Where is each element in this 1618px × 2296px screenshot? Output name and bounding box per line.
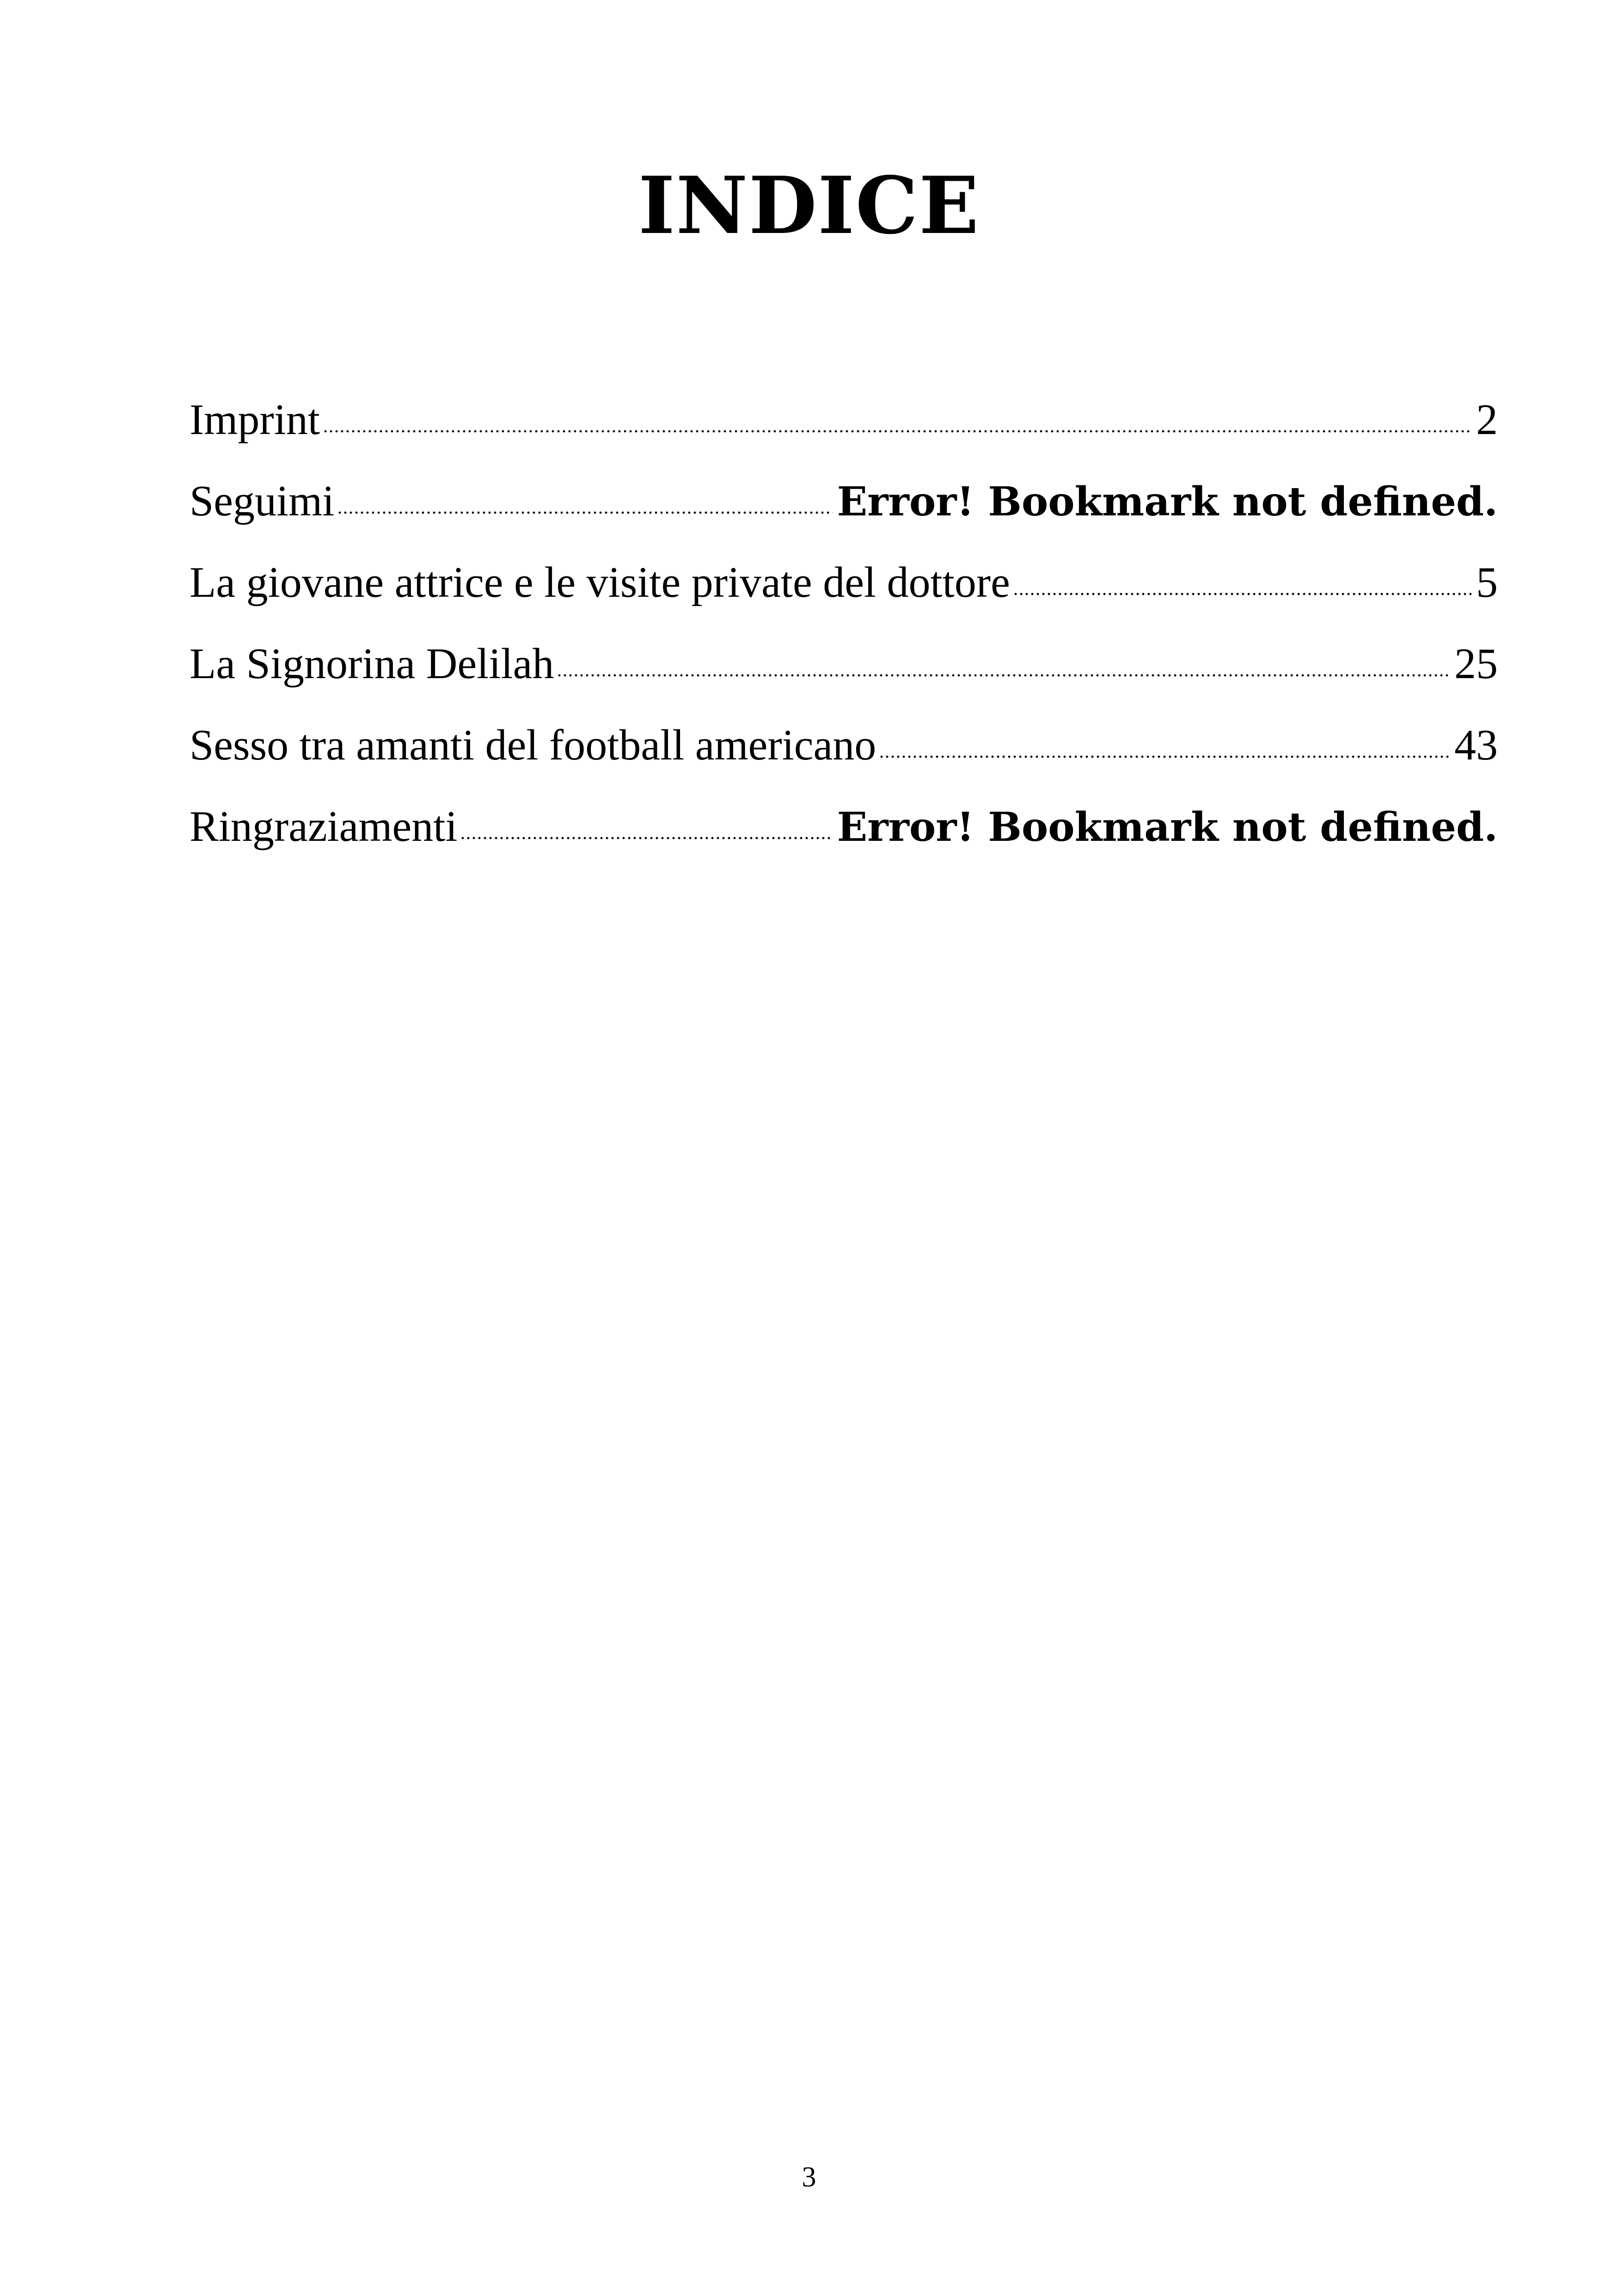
toc-entry-label: La giovane attrice e le visite private del dottore <box>190 558 1010 606</box>
dot-leader <box>557 664 1450 678</box>
toc-entry-label: Sesso tra amanti del football americano <box>190 721 876 769</box>
toc-entry-la-giovane-attrice[interactable] <box>190 542 1498 623</box>
dot-leader <box>1013 583 1471 597</box>
dot-leader <box>460 827 832 841</box>
toc-entry-label: Ringraziamenti <box>190 802 458 851</box>
toc-entry-label: Imprint <box>190 396 320 444</box>
page-number: 3 <box>802 2161 816 2193</box>
dot-leader <box>337 502 832 515</box>
dot-leader <box>323 420 1471 434</box>
toc-entry-error: Error! Bookmark not defined. <box>837 804 1498 851</box>
table-of-contents <box>190 379 1498 867</box>
toc-entry-ringraziamenti[interactable] <box>190 786 1498 867</box>
toc-entry-la-signorina-delilah[interactable] <box>190 623 1498 704</box>
toc-entry-page: 5 <box>1476 558 1498 606</box>
toc-entry-page: 25 <box>1454 640 1498 688</box>
toc-entry-imprint[interactable] <box>190 379 1498 460</box>
toc-entry-label: Seguimi <box>190 477 335 525</box>
toc-entry-error: Error! Bookmark not defined. <box>837 478 1498 525</box>
toc-entry-page: 2 <box>1476 396 1498 444</box>
toc-entry-sesso-tra-amanti[interactable] <box>190 704 1498 786</box>
dot-leader <box>879 746 1450 759</box>
page-title: INDICE <box>638 159 980 252</box>
toc-entry-seguimi[interactable] <box>190 460 1498 542</box>
toc-entry-label: La Signorina Delilah <box>190 640 554 688</box>
toc-entry-page: 43 <box>1454 721 1498 769</box>
